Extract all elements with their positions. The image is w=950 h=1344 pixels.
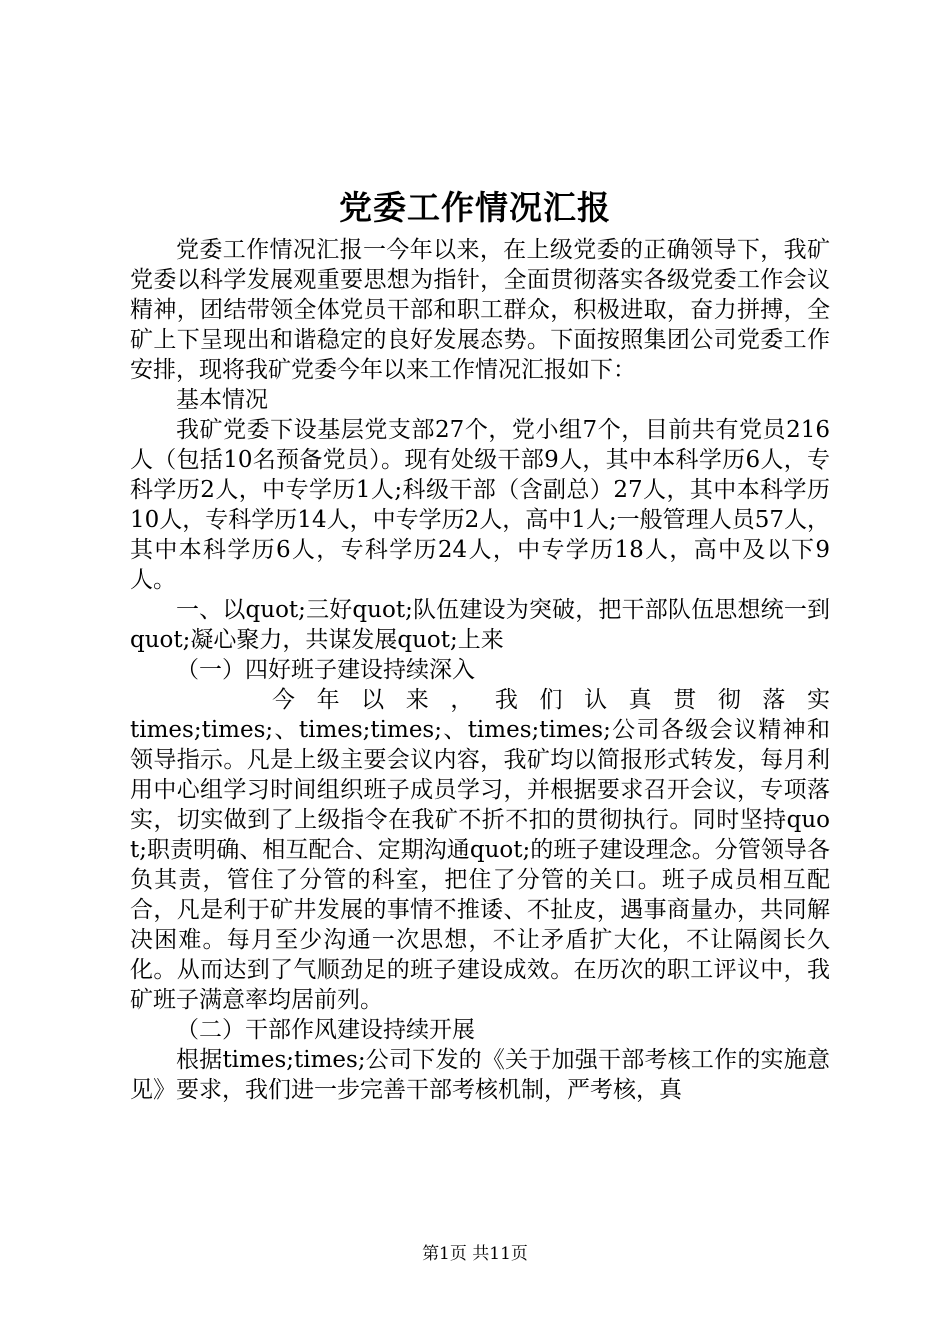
subsection-heading-2: （二）干部作风建设持续开展 — [176, 1017, 475, 1043]
basic-info-paragraph: 我矿党委下设基层党支部27个，党小组7个，目前共有党员216人（包括10名预备党员）。现有处级干部9人，其中本科学历6人，专科学历2人，中专学历1人;科级干部（含副总）27人，其中本科学历10人，专科学历14人，中专学历2人，高中1人;一般管理人员57人，其中本科学历6人，专科学历24人，中专学历18人，高中及以下9人。 — [130, 417, 830, 593]
subsection-heading-1: （一）四好班子建设持续深入 — [176, 657, 475, 683]
spaced-paragraph — [130, 685, 830, 1015]
page-number-footer: 第1页 共11页 — [422, 1244, 528, 1264]
last-paragraph: 根据times;times;公司下发的《关于加强干部考核工作的实施意见》要求，我们进一步完善干部考核机制，严考核，真 — [130, 1047, 830, 1103]
spaced-line: 今 年 以 来 ， 我 们 认 真 贯 彻 落 实 — [272, 687, 830, 713]
section-heading-1: 一、以quot;三好quot;队伍建设为突破，把干部队伍思想统一到quot;凝心聚力，共谋发展quot;上来 — [130, 597, 830, 653]
spaced-paragraph-body: times;times;、times;times;、times;times;公司各级会议精神和领导指示。凡是上级主要会议内容，我矿均以简报形式转发，每月利用中心组学习时间组织班子成员学习，并根据要求召开会议，专项落实，切实做到了上级指令在我矿不折不扣的贯彻执行。同时坚持quot;职责明确、相互配合、定期沟通quot;的班子建设理念。分管领导各负其责，管住了分管的科室，把住了分管的关口。班子成员相互配合，凡是利于矿井发展的事情不推诿、不扯皮，遇事商量办，共同解决困难。每月至少沟通一次思想，不让矛盾扩大化，不让隔阂长久化。从而达到了气顺劲足的班子建设成效。在历次的职工评议中，我矿班子满意率均居前列。 — [130, 717, 830, 1013]
intro-paragraph: 党委工作情况汇报一今年以来，在上级党委的正确领导下，我矿党委以科学发展观重要思想为指针，全面贯彻落实各级党委工作会议精神，团结带领全体党员干部和职工群众，积极进取，奋力拼搏，全矿上下呈现出和谐稳定的良好发展态势。下面按照集团公司党委工作安排，现将我矿党委今年以来工作情况汇报如下： — [130, 237, 830, 383]
document-title: 党委工作情况汇报 — [339, 188, 611, 227]
section-heading-basic: 基本情况 — [176, 387, 268, 413]
document-body — [130, 235, 830, 1105]
